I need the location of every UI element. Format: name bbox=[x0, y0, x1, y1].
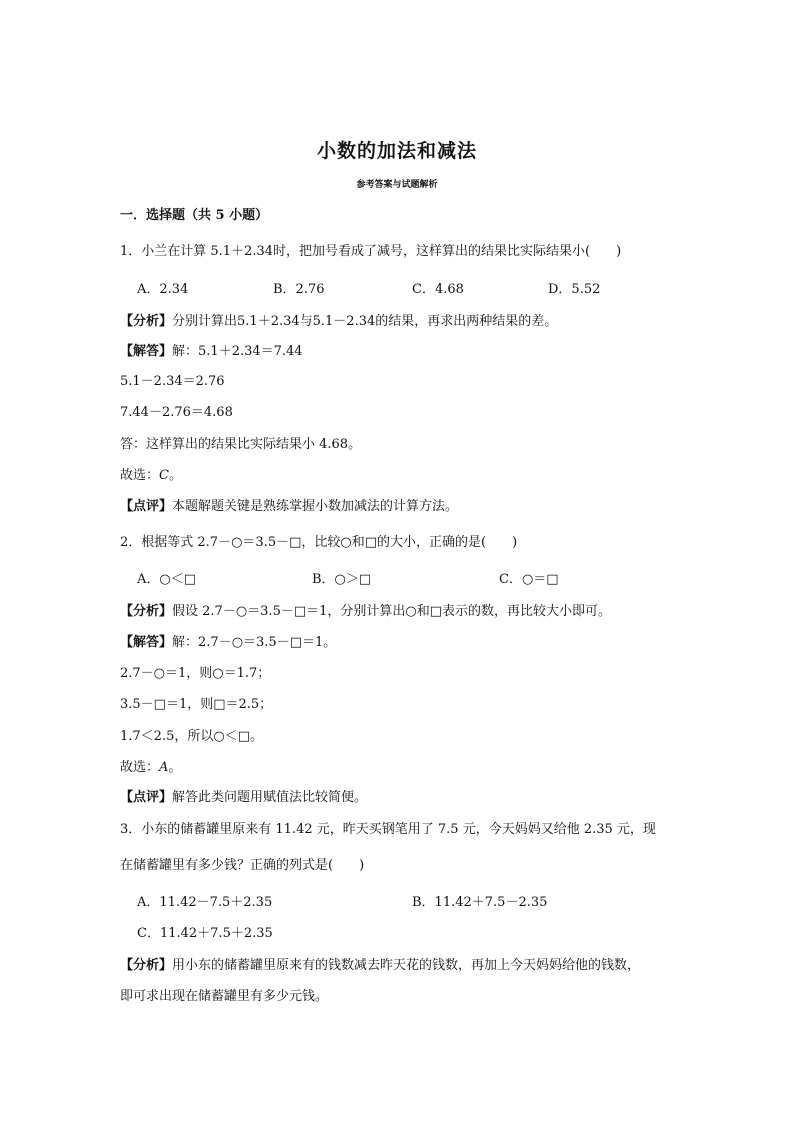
question-3-stem-line2: 在储蓄罐里有多少钱？正确的列式是( ) bbox=[120, 858, 365, 873]
comment-text: 解答此类问题用赋值法比较简便。 bbox=[172, 790, 368, 805]
analysis-tag: 【分析】 bbox=[120, 958, 173, 973]
answer-line: 解：5.1＋2.34＝7.44 bbox=[172, 344, 303, 359]
analysis-text: 假设 2.7－○＝3.5－□＝1，分别计算出○和□表示的数，再比较大小即可。 bbox=[172, 604, 612, 619]
analysis-text: 用小东的储蓄罐里原来有的钱数减去昨天花的钱数，再加上今天妈妈给他的钱数， bbox=[172, 958, 641, 973]
page-title: 小数的加法和减法 bbox=[316, 140, 477, 162]
q3-option-b: B．11.42＋7.5－2.35 bbox=[412, 895, 548, 910]
choice-prefix: 故选： bbox=[120, 468, 160, 483]
answer-line: 7.44－2.76＝4.68 bbox=[120, 405, 233, 420]
answer-line: 3.5－□＝1，则□＝2.5； bbox=[120, 697, 273, 712]
comment-tag: 【点评】 bbox=[120, 499, 173, 514]
comment-tag: 【点评】 bbox=[120, 790, 173, 805]
q1-option-c: C．4.68 bbox=[412, 282, 464, 297]
analysis-tag: 【分析】 bbox=[120, 314, 173, 329]
analysis-text: 分别计算出5.1＋2.34与5.1－2.34的结果，再求出两种结果的差。 bbox=[172, 314, 558, 329]
q1-comment bbox=[120, 498, 458, 516]
choice-letter: C bbox=[159, 468, 169, 483]
answer-line: 答：这样算出的结果比实际结果小 4.68。 bbox=[120, 437, 362, 452]
section-heading: 一．选择题（共 5 小题） bbox=[120, 208, 269, 223]
q2-comment bbox=[120, 789, 367, 807]
q2-option-c: C．○＝□ bbox=[499, 572, 559, 587]
choice-letter: A bbox=[159, 760, 169, 775]
q2-choice bbox=[120, 759, 181, 777]
answer-line: 5.1－2.34＝2.76 bbox=[120, 374, 225, 389]
q2-option-a: A．○＜□ bbox=[137, 572, 197, 587]
comment-text: 本题解题关键是熟练掌握小数加减法的计算方法。 bbox=[172, 499, 459, 514]
q3-analysis bbox=[120, 957, 640, 975]
q2-option-b: B．○＞□ bbox=[312, 572, 372, 587]
q3-option-a: A．11.42－7.5＋2.35 bbox=[137, 895, 273, 910]
choice-suffix: 。 bbox=[168, 760, 182, 775]
question-1-stem: 1．小兰在计算 5.1＋2.34时，把加号看成了减号，这样算出的结果比实际结果小( ) bbox=[120, 244, 622, 259]
analysis-tag: 【分析】 bbox=[120, 604, 173, 619]
q1-option-b: B．2.76 bbox=[273, 282, 325, 297]
question-3-stem-line1: 3．小东的储蓄罐里原来有 11.42 元，昨天买钢笔用了 7.5 元，今天妈妈又给他 2.35 元，现 bbox=[120, 822, 656, 837]
answer-tag: 【解答】 bbox=[120, 344, 173, 359]
q1-answer bbox=[120, 343, 303, 361]
answer-line: 解：2.7－○＝3.5－□＝1。 bbox=[172, 635, 337, 650]
q1-option-d: D．5.52 bbox=[548, 282, 601, 297]
q1-choice bbox=[120, 467, 182, 485]
page-subtitle: 参考答案与试题解析 bbox=[356, 180, 438, 190]
answer-line: 1.7＜2.5，所以○＜□。 bbox=[120, 729, 263, 744]
question-2-stem: 2．根据等式 2.7－○＝3.5－□，比较○和□的大小，正确的是( ) bbox=[120, 535, 518, 550]
q3-analysis-line2: 即可求出现在储蓄罐里有多少元钱。 bbox=[120, 989, 329, 1004]
q3-option-c: C．11.42＋7.5＋2.35 bbox=[137, 926, 273, 941]
answer-line: 2.7－○＝1，则○＝1.7； bbox=[120, 666, 271, 681]
choice-suffix: 。 bbox=[168, 468, 182, 483]
q2-answer bbox=[120, 634, 336, 652]
q1-analysis bbox=[120, 313, 557, 331]
answer-tag: 【解答】 bbox=[120, 635, 173, 650]
choice-prefix: 故选： bbox=[120, 760, 160, 775]
q2-analysis bbox=[120, 603, 611, 621]
q1-option-a: A．2.34 bbox=[137, 282, 189, 297]
